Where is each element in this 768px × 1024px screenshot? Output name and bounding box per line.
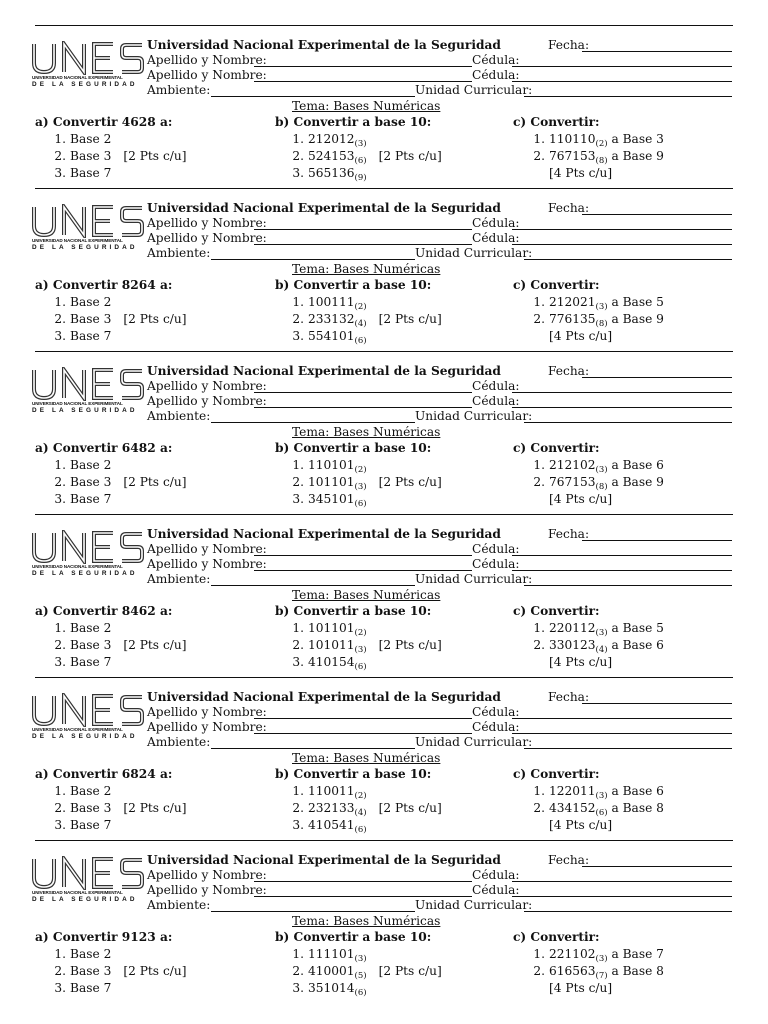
logo-line1: UNIVERSIDAD NACIONAL EXPERIMENTAL xyxy=(32,727,123,732)
section-c-title: c) Convertir: xyxy=(513,278,600,292)
nombre-label-2: Apellido y Nombre: xyxy=(147,720,267,734)
nombre-field-2[interactable] xyxy=(254,81,472,82)
section-c-item: 2. $434152_{(6)}$ a Base 8 xyxy=(533,801,664,818)
points-label: [2 Pts c/u] xyxy=(123,638,187,652)
section-b-title: b) Convertir a base 10: xyxy=(275,604,432,618)
section-b-item: 2. $233132_{(4)}$ [2 Pts c/u] xyxy=(292,312,442,329)
section-a-item: 1. Base 2 xyxy=(54,295,112,309)
nombre-field-2[interactable] xyxy=(254,244,472,245)
fecha-label: Fecha: xyxy=(548,201,590,215)
block-separator xyxy=(35,351,733,352)
cedula-label-2: Cédula: xyxy=(472,231,520,245)
points-label: [2 Pts c/u] xyxy=(378,149,442,163)
nombre-label-1: Apellido y Nombre: xyxy=(147,53,267,67)
cedula-field-1[interactable] xyxy=(512,881,732,882)
cedula-label-1: Cédula: xyxy=(472,379,520,393)
section-a-item: 1. Base 2 xyxy=(54,784,112,798)
section-c-title: c) Convertir: xyxy=(513,604,600,618)
ambiente-label: Ambiente: xyxy=(147,898,211,912)
section-b-item: 2. $524153_{(6)}$ [2 Pts c/u] xyxy=(292,149,442,166)
points-label: [2 Pts c/u] xyxy=(378,964,442,978)
university-title: Universidad Nacional Experimental de la Seguridad xyxy=(147,853,501,867)
unidad-label: Unidad Curricular: xyxy=(415,409,533,423)
block-separator xyxy=(35,677,733,678)
exam-block xyxy=(0,36,768,199)
unes-letters xyxy=(30,204,146,238)
unidad-label: Unidad Curricular: xyxy=(415,83,533,97)
fecha-field[interactable] xyxy=(582,377,732,378)
section-b-title: b) Convertir a base 10: xyxy=(275,441,432,455)
topic-title: Tema: Bases Numéricas xyxy=(292,99,441,113)
section-c-item: 2. $767153_{(8)}$ a Base 9 xyxy=(533,149,664,166)
ambiente-label: Ambiente: xyxy=(147,735,211,749)
cedula-label-2: Cédula: xyxy=(472,720,520,734)
points-label: [4 Pts c/u] xyxy=(549,166,613,180)
fecha-field[interactable] xyxy=(582,51,732,52)
section-b-item: 3. $351014_{(6)}$ xyxy=(292,981,367,998)
nombre-field-1[interactable] xyxy=(254,881,472,882)
section-a-title: a) Convertir 6482 a: xyxy=(35,441,173,455)
unes-logo xyxy=(30,41,146,95)
logo-line1: UNIVERSIDAD NACIONAL EXPERIMENTAL xyxy=(32,238,123,243)
section-b-item: 2. $410001_{(5)}$ [2 Pts c/u] xyxy=(292,964,442,981)
nombre-label-1: Apellido y Nombre: xyxy=(147,379,267,393)
section-a-title: a) Convertir 9123 a: xyxy=(35,930,173,944)
university-title: Universidad Nacional Experimental de la Seguridad xyxy=(147,201,501,215)
nombre-field-2[interactable] xyxy=(254,570,472,571)
section-c-title: c) Convertir: xyxy=(513,930,600,944)
ambiente-label: Ambiente: xyxy=(147,83,211,97)
university-title: Universidad Nacional Experimental de la Seguridad xyxy=(147,364,501,378)
cedula-field-1[interactable] xyxy=(512,229,732,230)
section-a-title: a) Convertir 4628 a: xyxy=(35,115,173,129)
unidad-field[interactable] xyxy=(524,748,732,749)
section-b-title: b) Convertir a base 10: xyxy=(275,930,432,944)
block-separator xyxy=(35,840,733,841)
section-a-item: 2. Base 3 [2 Pts c/u] xyxy=(54,964,187,978)
cedula-field-2[interactable] xyxy=(512,733,732,734)
nombre-label-2: Apellido y Nombre: xyxy=(147,394,267,408)
topic-title: Tema: Bases Numéricas xyxy=(292,425,441,439)
section-c-item: 2. $330123_{(4)}$ a Base 6 xyxy=(533,638,664,655)
ambiente-field[interactable] xyxy=(211,748,415,749)
nombre-label-1: Apellido y Nombre: xyxy=(147,868,267,882)
points-label: [4 Pts c/u] xyxy=(549,329,613,343)
unes-logo xyxy=(30,367,146,421)
university-title: Universidad Nacional Experimental de la Seguridad xyxy=(147,527,501,541)
exam-block xyxy=(0,199,768,362)
logo-line2: DE LA SEGURIDAD xyxy=(32,570,138,577)
section-a-item: 3. Base 7 xyxy=(54,818,112,832)
logo-line2: DE LA SEGURIDAD xyxy=(32,81,138,88)
points-label: [2 Pts c/u] xyxy=(378,475,442,489)
nombre-field-2[interactable] xyxy=(254,896,472,897)
exam-block xyxy=(0,851,768,1014)
university-title: Universidad Nacional Experimental de la Seguridad xyxy=(147,38,501,52)
topic-title: Tema: Bases Numéricas xyxy=(292,914,441,928)
section-b-item: 3. $554101_{(6)}$ xyxy=(292,329,367,346)
points-label: [2 Pts c/u] xyxy=(123,964,187,978)
section-c-item: 1. $212102_{(3)}$ a Base 6 xyxy=(533,458,664,475)
unes-logo xyxy=(30,693,146,747)
points-label: [2 Pts c/u] xyxy=(123,149,187,163)
cedula-field-2[interactable] xyxy=(512,570,732,571)
unidad-field[interactable] xyxy=(524,96,732,97)
exam-block xyxy=(0,362,768,525)
section-c-item: 2. $616563_{(7)}$ a Base 8 xyxy=(533,964,664,981)
logo-line1: UNIVERSIDAD NACIONAL EXPERIMENTAL xyxy=(32,890,123,895)
cedula-field-1[interactable] xyxy=(512,555,732,556)
cedula-field-1[interactable] xyxy=(512,718,732,719)
section-b-item: 1. $100111_{(2)}$ xyxy=(292,295,367,312)
nombre-field-1[interactable] xyxy=(254,229,472,230)
section-b-item: 1. $110101_{(2)}$ xyxy=(292,458,367,475)
unidad-field[interactable] xyxy=(524,911,732,912)
nombre-label-1: Apellido y Nombre: xyxy=(147,705,267,719)
fecha-label: Fecha: xyxy=(548,690,590,704)
ambiente-field[interactable] xyxy=(211,585,415,586)
points-label: [2 Pts c/u] xyxy=(123,312,187,326)
logo-line1: UNIVERSIDAD NACIONAL EXPERIMENTAL xyxy=(32,564,123,569)
unidad-label: Unidad Curricular: xyxy=(415,246,533,260)
section-c-item: 1. $221102_{(3)}$ a Base 7 xyxy=(533,947,664,964)
section-a-item: 2. Base 3 [2 Pts c/u] xyxy=(54,638,187,652)
unidad-field[interactable] xyxy=(524,585,732,586)
nombre-label-2: Apellido y Nombre: xyxy=(147,557,267,571)
section-c-item: 2. $767153_{(8)}$ a Base 9 xyxy=(533,475,664,492)
unes-logo xyxy=(30,530,146,584)
cedula-label-1: Cédula: xyxy=(472,53,520,67)
nombre-field-1[interactable] xyxy=(254,392,472,393)
unes-letters xyxy=(30,693,146,727)
unes-letters xyxy=(30,530,146,564)
topic-title: Tema: Bases Numéricas xyxy=(292,262,441,276)
fecha-field[interactable] xyxy=(582,703,732,704)
section-a-item: 1. Base 2 xyxy=(54,947,112,961)
nombre-label-1: Apellido y Nombre: xyxy=(147,216,267,230)
logo-line1: UNIVERSIDAD NACIONAL EXPERIMENTAL xyxy=(32,401,123,406)
logo-line2: DE LA SEGURIDAD xyxy=(32,733,138,740)
points-label: [2 Pts c/u] xyxy=(123,475,187,489)
ambiente-field[interactable] xyxy=(211,96,415,97)
cedula-field-2[interactable] xyxy=(512,896,732,897)
section-b-title: b) Convertir a base 10: xyxy=(275,767,432,781)
cedula-field-2[interactable] xyxy=(512,81,732,82)
section-c-item: 1. $110110_{(2)}$ a Base 3 xyxy=(533,132,664,149)
section-c-title: c) Convertir: xyxy=(513,115,600,129)
points-label: [2 Pts c/u] xyxy=(378,801,442,815)
cedula-label-1: Cédula: xyxy=(472,542,520,556)
unes-letters xyxy=(30,41,146,75)
topic-title: Tema: Bases Numéricas xyxy=(292,751,441,765)
nombre-label-2: Apellido y Nombre: xyxy=(147,68,267,82)
fecha-field[interactable] xyxy=(582,540,732,541)
university-title: Universidad Nacional Experimental de la Seguridad xyxy=(147,690,501,704)
nombre-field-2[interactable] xyxy=(254,733,472,734)
section-a-item: 3. Base 7 xyxy=(54,492,112,506)
ambiente-field[interactable] xyxy=(211,422,415,423)
block-separator xyxy=(35,188,733,189)
cedula-field-1[interactable] xyxy=(512,392,732,393)
section-a-item: 3. Base 7 xyxy=(54,981,112,995)
nombre-field-2[interactable] xyxy=(254,407,472,408)
cedula-label-2: Cédula: xyxy=(472,883,520,897)
exam-block xyxy=(0,525,768,688)
section-a-item: 2. Base 3 [2 Pts c/u] xyxy=(54,801,187,815)
section-b-item: 3. $345101_{(6)}$ xyxy=(292,492,367,509)
section-c-title: c) Convertir: xyxy=(513,441,600,455)
section-b-item: 2. $101011_{(3)}$ [2 Pts c/u] xyxy=(292,638,442,655)
block-separator xyxy=(35,514,733,515)
points-label: [4 Pts c/u] xyxy=(549,981,613,995)
section-a-title: a) Convertir 6824 a: xyxy=(35,767,173,781)
section-b-item: 2. $101101_{(3)}$ [2 Pts c/u] xyxy=(292,475,442,492)
points-label: [2 Pts c/u] xyxy=(378,312,442,326)
section-c-title: c) Convertir: xyxy=(513,767,600,781)
logo-line2: DE LA SEGURIDAD xyxy=(32,896,138,903)
unes-letters xyxy=(30,367,146,401)
exam-block xyxy=(0,688,768,851)
points-label: [2 Pts c/u] xyxy=(123,801,187,815)
points-label: [4 Pts c/u] xyxy=(549,655,613,669)
points-label: [4 Pts c/u] xyxy=(549,492,613,506)
section-a-title: a) Convertir 8462 a: xyxy=(35,604,173,618)
section-a-item: 1. Base 2 xyxy=(54,458,112,472)
section-a-item: 2. Base 3 [2 Pts c/u] xyxy=(54,149,187,163)
unidad-label: Unidad Curricular: xyxy=(415,898,533,912)
section-a-item: 3. Base 7 xyxy=(54,166,112,180)
section-a-title: a) Convertir 8264 a: xyxy=(35,278,173,292)
cedula-label-2: Cédula: xyxy=(472,557,520,571)
cedula-field-2[interactable] xyxy=(512,244,732,245)
section-b-item: 3. $565136_{(9)}$ xyxy=(292,166,367,183)
section-a-item: 1. Base 2 xyxy=(54,132,112,146)
section-b-item: 3. $410541_{(6)}$ xyxy=(292,818,367,835)
nombre-label-2: Apellido y Nombre: xyxy=(147,883,267,897)
section-a-item: 3. Base 7 xyxy=(54,655,112,669)
section-b-title: b) Convertir a base 10: xyxy=(275,278,432,292)
section-c-item: 1. $220112_{(3)}$ a Base 5 xyxy=(533,621,664,638)
fecha-label: Fecha: xyxy=(548,527,590,541)
section-c-item: 1. $212021_{(3)}$ a Base 5 xyxy=(533,295,664,312)
fecha-label: Fecha: xyxy=(548,853,590,867)
nombre-field-1[interactable] xyxy=(254,718,472,719)
section-b-item: 1. $212012_{(3)}$ xyxy=(292,132,367,149)
points-label: [2 Pts c/u] xyxy=(378,638,442,652)
block-separator xyxy=(35,25,733,26)
section-c-item: 2. $776135_{(8)}$ a Base 9 xyxy=(533,312,664,329)
section-b-item: 3. $410154_{(6)}$ xyxy=(292,655,367,672)
cedula-field-2[interactable] xyxy=(512,407,732,408)
points-label: [4 Pts c/u] xyxy=(549,818,613,832)
nombre-label-2: Apellido y Nombre: xyxy=(147,231,267,245)
logo-line2: DE LA SEGURIDAD xyxy=(32,244,138,251)
section-b-item: 1. $101101_{(2)}$ xyxy=(292,621,367,638)
cedula-field-1[interactable] xyxy=(512,66,732,67)
unes-logo xyxy=(30,856,146,910)
fecha-field[interactable] xyxy=(582,866,732,867)
section-b-title: b) Convertir a base 10: xyxy=(275,115,432,129)
logo-line1: UNIVERSIDAD NACIONAL EXPERIMENTAL xyxy=(32,75,123,80)
unidad-field[interactable] xyxy=(524,422,732,423)
section-c-item: 1. $122011_{(3)}$ a Base 6 xyxy=(533,784,664,801)
ambiente-field[interactable] xyxy=(211,911,415,912)
nombre-field-1[interactable] xyxy=(254,66,472,67)
topic-title: Tema: Bases Numéricas xyxy=(292,588,441,602)
section-b-item: 2. $232133_{(4)}$ [2 Pts c/u] xyxy=(292,801,442,818)
nombre-label-1: Apellido y Nombre: xyxy=(147,542,267,556)
cedula-label-1: Cédula: xyxy=(472,705,520,719)
section-a-item: 2. Base 3 [2 Pts c/u] xyxy=(54,475,187,489)
fecha-field[interactable] xyxy=(582,214,732,215)
unidad-label: Unidad Curricular: xyxy=(415,735,533,749)
ambiente-label: Ambiente: xyxy=(147,572,211,586)
ambiente-label: Ambiente: xyxy=(147,409,211,423)
unidad-label: Unidad Curricular: xyxy=(415,572,533,586)
cedula-label-2: Cédula: xyxy=(472,394,520,408)
ambiente-label: Ambiente: xyxy=(147,246,211,260)
section-a-item: 3. Base 7 xyxy=(54,329,112,343)
section-a-item: 2. Base 3 [2 Pts c/u] xyxy=(54,312,187,326)
section-b-item: 1. $110011_{(2)}$ xyxy=(292,784,367,801)
logo-line2: DE LA SEGURIDAD xyxy=(32,407,138,414)
unes-logo xyxy=(30,204,146,258)
cedula-label-1: Cédula: xyxy=(472,216,520,230)
fecha-label: Fecha: xyxy=(548,364,590,378)
unes-letters xyxy=(30,856,146,890)
nombre-field-1[interactable] xyxy=(254,555,472,556)
ambiente-field[interactable] xyxy=(211,259,415,260)
unidad-field[interactable] xyxy=(524,259,732,260)
section-b-item: 1. $111101_{(3)}$ xyxy=(292,947,367,964)
section-a-item: 1. Base 2 xyxy=(54,621,112,635)
cedula-label-2: Cédula: xyxy=(472,68,520,82)
fecha-label: Fecha: xyxy=(548,38,590,52)
cedula-label-1: Cédula: xyxy=(472,868,520,882)
